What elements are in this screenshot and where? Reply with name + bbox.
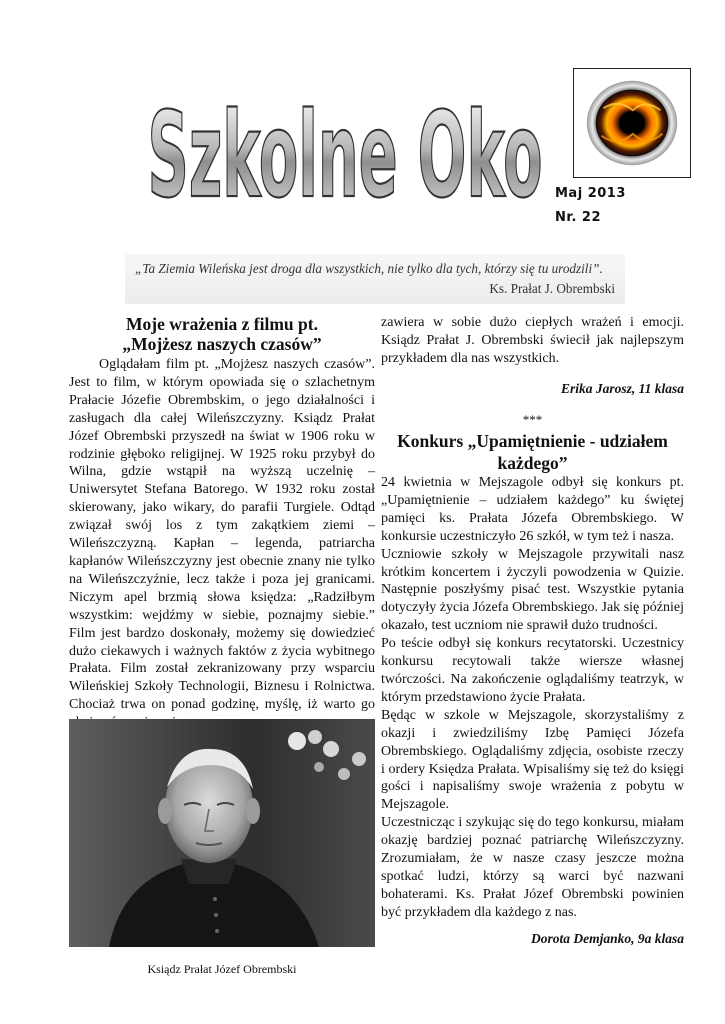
article-2-paragraph: Uczniowie szkoły w Mejszagole przywitali nasz krótkim koncertem i życzyli powodzenia w Quizie. Następnie poszłyśmy pisać test. Wszystkie pytania dotyczyły życia Józefa Obrembskiego. Jak się później okazało, test uczniom nie sprawił dużo trudności. [381,546,684,634]
section-separator: *** [522,412,543,427]
article-1-signature: Erika Jarosz, 11 klasa [560,381,684,396]
article-2-paragraph: Po teście odbył się konkurs recytatorski. Uczestnicy konkursu recytowali także wiersze własnej twórczości. Na zakończenie oglądaliśmy teatrzyk, w którym przedstawiono życie Prałata. [381,636,684,705]
article-2-paragraph: Będąc w szkole w Mejszagole, skorzystaliśmy z okazji i zwiedziliśmy Izbę Pamięci Józefa Obrembskiego. Oglądaliśmy zdjęcia, osobiste rzeczy i ordery Księdza Prałata. Wpisaliśmy się też do księgi gości i napisaliśmy swoje wrażenia z pobytu w Mejszagole. [381,707,684,813]
quote-author: Ks. Prałat J. Obrembski [489,281,615,296]
article-2-body [381,474,684,922]
article-2-title [381,430,684,474]
quote-text: „Ta Ziemia Wileńska jest droga dla wszystkich, nie tylko dla tych, którzy się tu urodzili”. [135,261,603,276]
article-1-continuation-text: zawiera w sobie dużo ciepłych wrażeń i emocji. Ksiądz Prałat J. Obrembski świecił jak najlepszym przykładem dla nas wszystkich. [381,315,684,366]
article-1-title-line2: „Mojżesz naszych czasów” [122,334,322,354]
article-2-paragraph: 24 kwietnia w Mejszagole odbył się konkurs pt. „Upamiętnienie – udziałem każdego” ku świętej pamięci ks. Prałata Józefa Obrembskiego. W konkursie uczestniczyło 26 szkół, w tym też i nasza. [381,475,684,544]
article-1-title [69,314,375,354]
article-1-paragraph: Oglądałam film pt. „Mojżesz naszych czasów”. Jest to film, w którym opowiada się o szlachetnym Prałacie Józefie Obrembskim, o jego działalności i zasługach dla całej Wileńszczyzny. Ksiądz Prałat Józef Obrembski przyszedł na świat w 1906 roku w rodzinie głęboko religijnej. W 1925 roku przybył do Wilna, gdzie wstąpił na wyższą uczelnię – Uniwersytet Stefana Batorego. W 1932 roku został skierowany, jako wikary, do parafii Turgiele. Odtąd związał swój los z tym zakątkiem ziemi – Wileńszczyzną. Kapłan – legenda, patriarcha kapłanów Wileńszczyzny jest obecnie znany nie tylko na Wileńszczyźnie, lecz także i poza jej granicami. Niczym apel brzmią słowa księdza: „Radziłbym wszystkim: wejdźmy w siebie, poznajmy siebie.” Film jest bardzo doskonały, możemy się dowiedzieć dużo ciekawych i ważnych faktów z życia wybitnego Prałata. Film został zekranizowany przy wsparciu Wileńskiej Szkoły Technologii, Biznesu i Rolnictwa. Chociaż trwa on ponad godzinę, myślę, iż warto go [69,357,375,713]
article-2-title-line2: każdego” [497,453,568,473]
masthead-title-text: Szkolne Oko [147,88,543,218]
quote-banner [125,254,625,304]
portrait-photo [69,719,375,947]
issue-number: Nr. 22 [555,210,601,225]
article-2-paragraph: Uczestnicząc i szykując się do tego konkursu, miałam okazję bardziej poznać patriarchę Wileńszczyzny. Zrozumiałam, że w nasze czasy jeszcze można spotkać ludzi, którzy są warci być nazwani bohaterami. Ks. Prałat Józef Obrembski powinien być przykładem dla każdego z nas. [381,815,684,920]
article-2-title-line1: Konkurs „Upamiętnienie - udziałem [397,431,668,451]
article-2-signature: Dorota Demjanko, 9a klasa [530,931,684,946]
article-1 [69,314,375,732]
eye-flame-icon [573,68,691,178]
issue-date: Maj 2013 [555,186,626,201]
article-1-continuation [381,314,684,368]
article-1-title-line1: Moje wrażenia z filmu pt. [126,314,318,334]
article-1-body [69,356,375,732]
photo-caption: Ksiądz Prałat Józef Obrembski [147,962,297,976]
masthead-title [140,88,550,218]
